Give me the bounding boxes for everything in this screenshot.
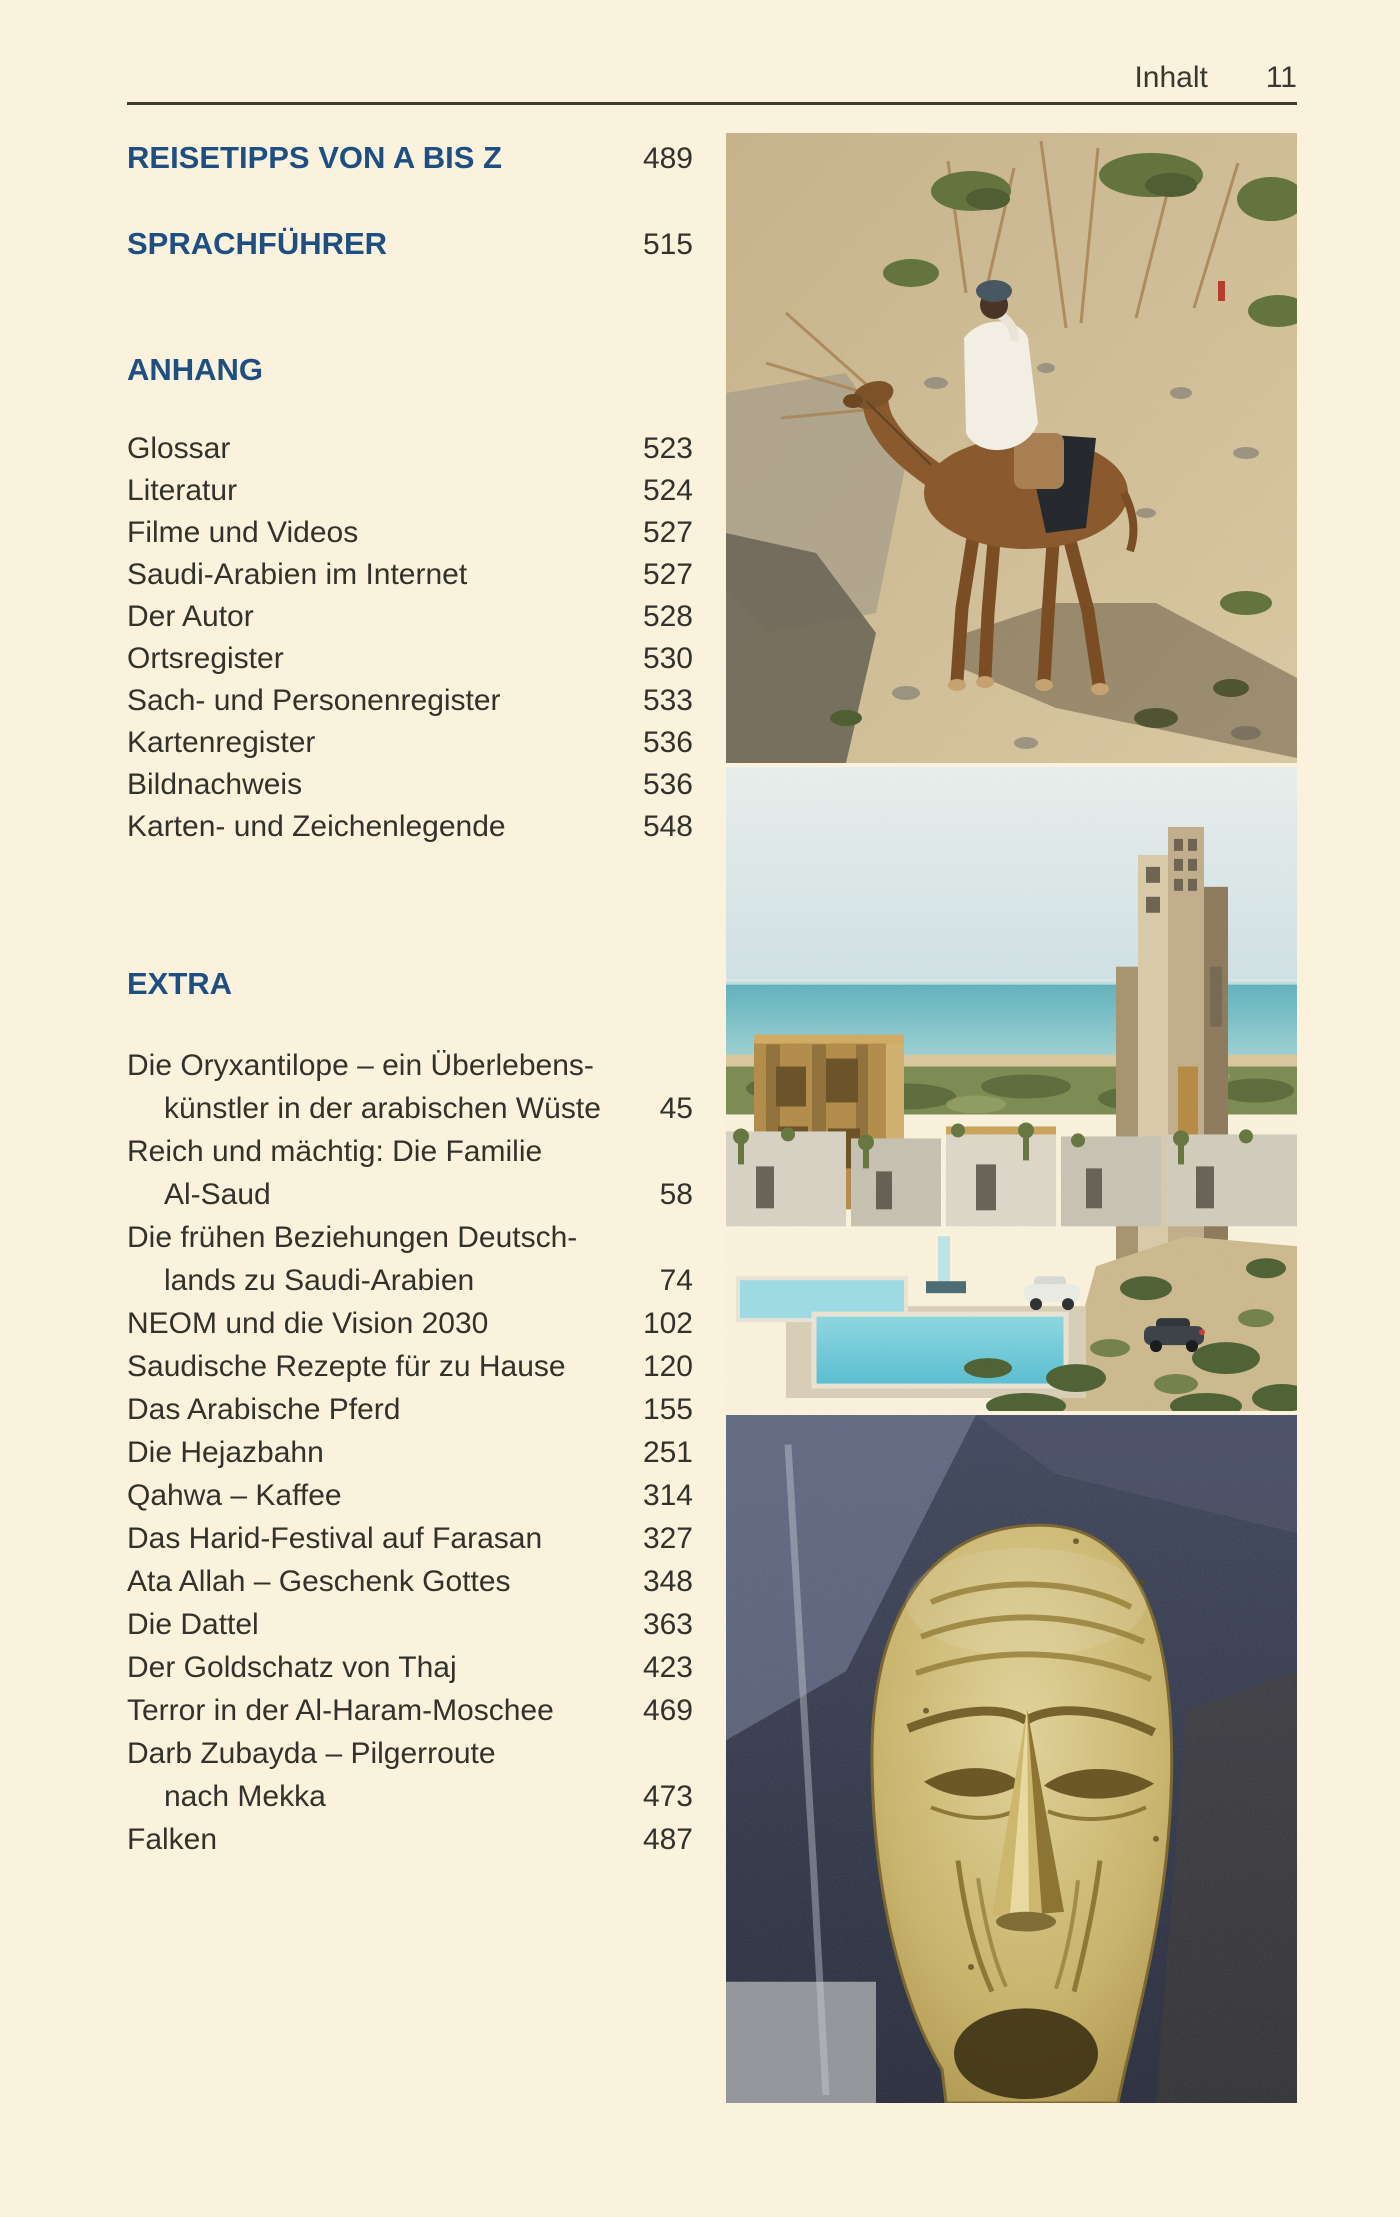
- entry-title: Falken: [127, 1823, 218, 1856]
- toc-entry: [127, 638, 693, 680]
- entry-title: NEOM und die Vision 2030: [127, 1307, 489, 1340]
- toc-entry: [127, 1431, 693, 1474]
- entry-page-number: 251: [642, 1436, 693, 1469]
- toc-entry: [127, 1259, 693, 1302]
- entry-page-number: 533: [642, 684, 693, 717]
- gold-mask-photo: [726, 1415, 1297, 2103]
- entry-page-number: 527: [642, 558, 693, 591]
- entry-page-number: 473: [642, 1780, 693, 1813]
- entry-page-number: 45: [659, 1092, 693, 1125]
- entry-page-number: 120: [642, 1350, 693, 1383]
- toc-entry: [127, 1689, 693, 1732]
- toc-entry: [127, 1818, 693, 1861]
- toc-entry: [127, 1646, 693, 1689]
- entry-title: Karten- und Zeichenlegende: [127, 810, 506, 843]
- chapter-title: REISETIPPS VON A BIS Z: [127, 140, 502, 175]
- section-heading-title: ANHANG: [127, 352, 264, 387]
- entry-title: Die Oryxantilope – ein Überlebens-: [127, 1049, 594, 1082]
- entry-title: Qahwa – Kaffee: [127, 1479, 342, 1512]
- toc-entry: [127, 1732, 693, 1775]
- entry-title: Der Goldschatz von Thaj: [127, 1651, 457, 1684]
- toc-entry-list: [127, 1044, 693, 1861]
- toc-entry: [127, 428, 693, 470]
- toc-entry: [127, 1345, 693, 1388]
- toc-entry-list: [127, 428, 693, 848]
- entry-title: Darb Zubayda – Pilgerroute: [127, 1737, 496, 1770]
- neom-resort-illustration: [726, 767, 1297, 1411]
- entry-title: Al-Saud: [164, 1178, 271, 1211]
- header-label: Inhalt: [1134, 61, 1208, 94]
- entry-title: Filme und Videos: [127, 516, 359, 549]
- entry-title: Das Arabische Pferd: [127, 1393, 401, 1426]
- entry-page-number: 487: [642, 1823, 693, 1856]
- toc-entry: [127, 1173, 693, 1216]
- chapter-title: SPRACHFÜHRER: [127, 226, 388, 261]
- entry-page-number: 523: [642, 432, 693, 465]
- toc-entry: [127, 1044, 693, 1087]
- entry-title: Glossar: [127, 432, 231, 465]
- entry-page-number: 548: [642, 810, 693, 843]
- toc-entry: [127, 680, 693, 722]
- entry-page-number: 155: [642, 1393, 693, 1426]
- toc-entry: [127, 1130, 693, 1173]
- toc-entry: [127, 764, 693, 806]
- entry-page-number: 528: [642, 600, 693, 633]
- entry-title: nach Mekka: [164, 1780, 326, 1813]
- neom-resort-photo: [726, 767, 1297, 1411]
- entry-title: Literatur: [127, 474, 238, 507]
- toc-entry: [127, 1603, 693, 1646]
- toc-entry: [127, 554, 693, 596]
- entry-title: Reich und mächtig: Die Familie: [127, 1135, 543, 1168]
- entry-page-number: 530: [642, 642, 693, 675]
- toc-entry: [127, 722, 693, 764]
- toc-entry: [127, 1775, 693, 1818]
- chapter-row: [127, 223, 693, 266]
- page-header: [127, 60, 1297, 96]
- entry-page-number: 423: [642, 1651, 693, 1684]
- toc-entry: [127, 470, 693, 512]
- entry-title: Ortsregister: [127, 642, 284, 675]
- chapter-page-number: 489: [642, 142, 693, 175]
- entry-title: Kartenregister: [127, 726, 316, 759]
- entry-page-number: 524: [642, 474, 693, 507]
- entry-page-number: 102: [642, 1307, 693, 1340]
- entry-page-number: 327: [642, 1522, 693, 1555]
- section-heading-extra: [127, 963, 693, 1005]
- entry-title: Die frühen Beziehungen Deutsch-: [127, 1221, 578, 1254]
- entry-page-number: 348: [642, 1565, 693, 1598]
- toc-entry: [127, 1517, 693, 1560]
- entry-title: künstler in der arabischen Wüste: [164, 1092, 601, 1125]
- entry-page-number: 314: [642, 1479, 693, 1512]
- entry-title: Der Autor: [127, 600, 254, 633]
- entry-title: Die Hejazbahn: [127, 1436, 324, 1469]
- entry-page-number: 536: [642, 726, 693, 759]
- toc-entry: [127, 1474, 693, 1517]
- toc-entry: [127, 1302, 693, 1345]
- entry-page-number: 527: [642, 516, 693, 549]
- toc-entry: [127, 1560, 693, 1603]
- entry-title: Ata Allah – Geschenk Gottes: [127, 1565, 511, 1598]
- entry-title: Terror in der Al-Haram-Moschee: [127, 1694, 554, 1727]
- toc-entry: [127, 512, 693, 554]
- camel-rider-illustration: [726, 133, 1297, 763]
- entry-title: lands zu Saudi-Arabien: [164, 1264, 475, 1297]
- gold-mask-illustration: [726, 1415, 1297, 2103]
- toc-entry: [127, 1087, 693, 1130]
- toc-entry: [127, 1216, 693, 1259]
- chapter-page-number: 515: [642, 228, 693, 261]
- toc-column: [127, 137, 693, 1861]
- entry-title: Sach- und Personenregister: [127, 684, 501, 717]
- entry-page-number: 74: [659, 1264, 693, 1297]
- entry-title: Saudi-Arabien im Internet: [127, 558, 468, 591]
- section-heading-anhang: [127, 349, 693, 391]
- entry-page-number: 536: [642, 768, 693, 801]
- header-page-number: 11: [1265, 61, 1297, 94]
- entry-title: Bildnachweis: [127, 768, 303, 801]
- entry-page-number: 58: [659, 1178, 693, 1211]
- header-rule: [127, 102, 1297, 105]
- chapter-row: [127, 137, 693, 180]
- entry-title: Das Harid-Festival auf Farasan: [127, 1522, 543, 1555]
- toc-entry: [127, 1388, 693, 1431]
- entry-page-number: 469: [642, 1694, 693, 1727]
- entry-title: Die Dattel: [127, 1608, 259, 1641]
- camel-rider-photo: [726, 133, 1297, 763]
- entry-title: Saudische Rezepte für zu Hause: [127, 1350, 566, 1383]
- toc-entry: [127, 806, 693, 848]
- toc-entry: [127, 596, 693, 638]
- entry-page-number: 363: [642, 1608, 693, 1641]
- section-heading-title: EXTRA: [127, 966, 233, 1001]
